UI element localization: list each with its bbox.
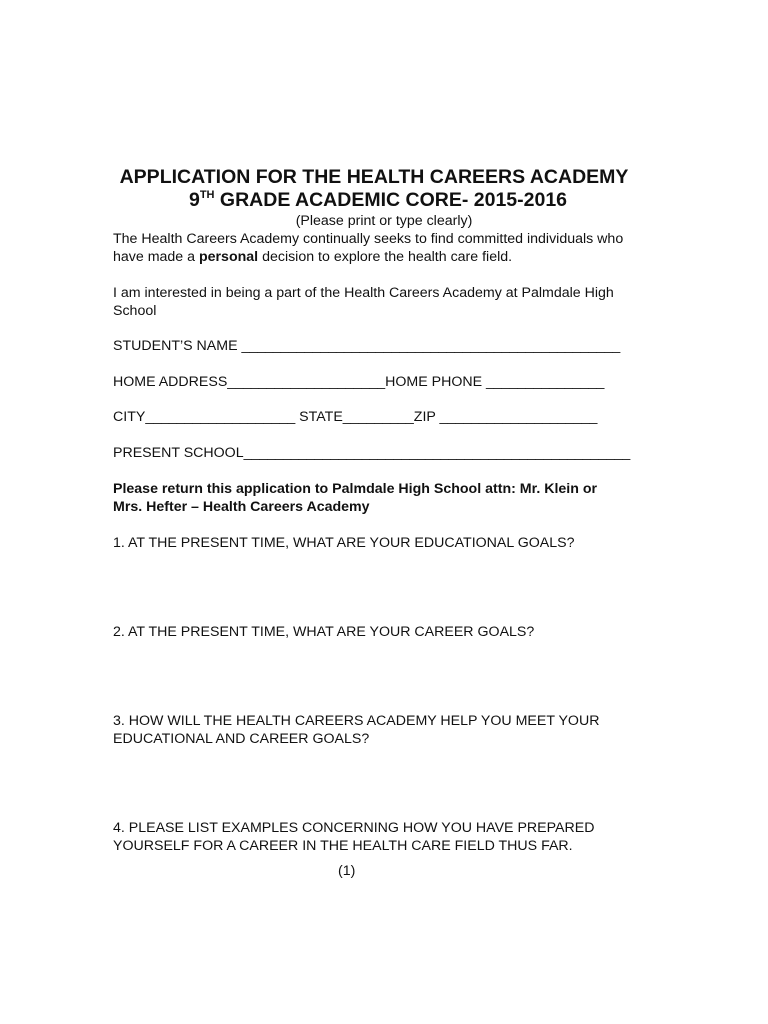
intro-line-2-bold: personal	[198, 249, 259, 265]
question-3-line-1: 3. HOW WILL THE HEALTH CAREERS ACADEMY HELP YOU MEET YOUR	[113, 713, 600, 729]
address-phone-field[interactable]: HOME ADDRESS____________________HOME PHONE _______________	[113, 374, 605, 390]
page-number: (1)	[338, 863, 356, 879]
return-note-line-1: Please return this application to Palmdale High School attn: Mr. Klein or	[113, 481, 598, 497]
intro-line-2-after: decision to explore the health care field.	[258, 249, 513, 265]
return-note-line-2: Mrs. Hefter – Health Careers Academy	[113, 499, 370, 515]
grade-suffix: TH	[199, 189, 215, 201]
question-4-line-1: 4. PLEASE LIST EXAMPLES CONCERNING HOW YOU HAVE PREPARED	[113, 820, 595, 836]
page-title: APPLICATION FOR THE HEALTH CAREERS ACADEMY	[119, 166, 629, 188]
student-name-field[interactable]: STUDENT’S NAME ________________________________________________	[113, 338, 621, 354]
question-4-line-2: YOURSELF FOR A CAREER IN THE HEALTH CARE FIELD THUS FAR.	[113, 838, 573, 854]
present-school-field[interactable]: PRESENT SCHOOL_________________________________________________	[113, 445, 631, 461]
intro-line-1: The Health Careers Academy continually seeks to find committed individuals who	[113, 231, 624, 247]
interest-line-2: School	[113, 303, 157, 319]
grade-rest: GRADE ACADEMIC CORE- 2015-2016	[214, 189, 568, 211]
page-subtitle-grade	[4, 188, 752, 212]
question-3-line-2: EDUCATIONAL AND CAREER GOALS?	[113, 731, 370, 747]
intro-line-2-before: have made a	[113, 249, 199, 265]
question-1: 1. AT THE PRESENT TIME, WHAT ARE YOUR EDUCATIONAL GOALS?	[113, 535, 575, 551]
print-instruction: (Please print or type clearly)	[295, 213, 473, 229]
question-2: 2. AT THE PRESENT TIME, WHAT ARE YOUR CAREER GOALS?	[113, 624, 535, 640]
intro-line-2	[113, 248, 512, 266]
grade-number: 9	[188, 189, 200, 211]
interest-line-1: I am interested in being a part of the Health Careers Academy at Palmdale High	[113, 285, 614, 301]
city-state-zip-field[interactable]: CITY___________________ STATE_________ZIP ____________________	[113, 409, 598, 425]
